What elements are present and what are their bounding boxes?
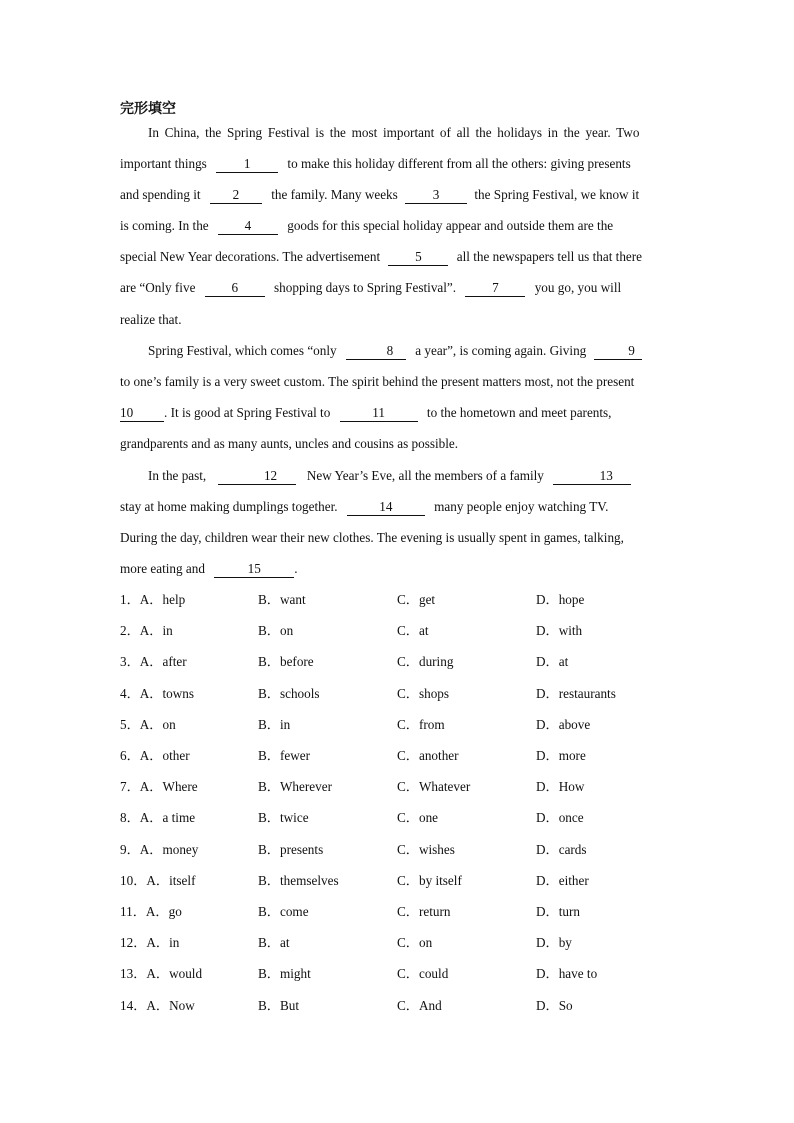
option-a: 5．A．on	[120, 716, 176, 732]
text: all the newspapers tell us that there	[456, 249, 643, 264]
option-row	[120, 995, 680, 1017]
option-d: D．more	[536, 748, 586, 763]
option-row	[120, 870, 680, 892]
option-row	[120, 901, 680, 923]
section-heading: 完形填空	[120, 101, 176, 117]
option-d: D．with	[536, 623, 583, 639]
option-c: C．wishes	[397, 841, 455, 857]
option-d: D．cards	[536, 841, 587, 857]
option-c: C．Whatever	[397, 779, 471, 795]
blank-7: 7	[465, 280, 525, 297]
text: the family. Many weeks	[271, 187, 398, 202]
blank-11: 11	[340, 405, 418, 422]
text: to the hometown and meet parents,	[426, 405, 612, 420]
blank-9: 9	[594, 343, 642, 360]
text: shopping days to Spring Festival”.	[274, 280, 457, 295]
blank-3: 3	[405, 187, 467, 204]
option-a: 14．A．Now	[120, 997, 195, 1013]
option-b: B．want	[258, 592, 306, 607]
option-d: D．by	[536, 935, 572, 951]
option-b: B．fewer	[258, 748, 310, 763]
option-b: B．in	[258, 716, 291, 732]
paragraph-line	[120, 153, 676, 175]
paragraph-line	[120, 496, 676, 518]
paragraph-line	[120, 246, 676, 268]
blank-8: 8	[346, 343, 406, 360]
option-row	[120, 589, 680, 611]
text: grandparents and as many aunts, uncles and cousins as possible.	[120, 436, 459, 451]
text: During the day, children wear their new clothes. The evening is usually spent in games, talking,	[120, 530, 624, 545]
option-c: C．during	[397, 654, 454, 670]
text: special New Year decorations. The advertisement	[120, 249, 381, 264]
option-a: 13．A．would	[120, 966, 203, 982]
blank-2: 2	[210, 187, 262, 204]
paragraph-line	[120, 433, 676, 455]
option-a: 6．A．other	[120, 748, 190, 763]
text: many people enjoy watching TV.	[434, 499, 609, 514]
option-a: 9．A．money	[120, 841, 199, 857]
option-b: B．twice	[258, 810, 309, 826]
option-d: D．once	[536, 810, 584, 826]
text: In China, the Spring Festival is the most important of all the holidays in the year. Two	[148, 125, 640, 140]
option-a: 3．A．after	[120, 654, 187, 670]
option-b: B．Wherever	[258, 779, 332, 795]
paragraph-line	[120, 215, 676, 237]
option-d: D．either	[536, 872, 589, 888]
option-row	[120, 932, 680, 954]
text: . It is good at Spring Festival to	[164, 405, 331, 420]
option-c: C．at	[397, 623, 429, 639]
option-row	[120, 776, 680, 798]
option-c: C．by itself	[397, 872, 462, 888]
option-c: C．one	[397, 810, 439, 826]
blank-14: 14	[347, 499, 425, 516]
text: realize that.	[120, 312, 182, 327]
option-b: B．But	[258, 997, 300, 1013]
text: and spending it	[120, 187, 201, 202]
blank-5: 5	[388, 249, 448, 266]
option-d: D．So	[536, 997, 573, 1013]
text: the Spring Festival, we know it	[474, 187, 640, 202]
paragraph-line	[120, 184, 676, 206]
option-row	[120, 963, 680, 985]
text: In the past,	[148, 468, 207, 483]
text: you go, you will	[534, 280, 622, 295]
paragraph-line	[120, 277, 676, 299]
blank-12: 12	[218, 468, 296, 485]
blank-13: 13	[553, 468, 631, 485]
option-row	[120, 839, 680, 861]
paragraph-line	[120, 402, 676, 424]
option-a: 4．A．towns	[120, 685, 194, 701]
option-a: 8．A．a time	[120, 810, 196, 826]
paragraph-line	[120, 558, 676, 580]
option-b: B．presents	[258, 841, 324, 857]
option-b: B．at	[258, 935, 290, 951]
text: Spring Festival, which comes “only	[148, 343, 337, 358]
option-c: C．return	[397, 904, 451, 919]
option-a: 2．A．in	[120, 623, 173, 639]
option-d: D．above	[536, 716, 591, 732]
text: a year”, is coming again. Giving	[415, 343, 587, 358]
option-b: B．might	[258, 966, 311, 982]
text: is coming. In the	[120, 218, 209, 233]
option-b: B．themselves	[258, 872, 339, 888]
blank-6: 6	[205, 280, 265, 297]
blank-4: 4	[218, 218, 278, 235]
text: important things	[120, 156, 207, 171]
blank-10: 10	[120, 405, 164, 422]
option-b: B．before	[258, 654, 314, 670]
text: stay at home making dumplings together.	[120, 499, 338, 514]
option-b: B．on	[258, 623, 294, 639]
option-d: D．turn	[536, 904, 580, 919]
text: .	[294, 561, 298, 576]
option-row	[120, 714, 680, 736]
text: New Year’s Eve, all the members of a family	[306, 468, 544, 483]
paragraph-line	[120, 465, 676, 487]
option-c: C．could	[397, 966, 449, 982]
option-c: C．get	[397, 592, 436, 607]
paragraph-line	[120, 371, 676, 393]
option-row	[120, 651, 680, 673]
option-row	[120, 620, 680, 642]
option-a: 11．A．go	[120, 904, 182, 919]
paragraph-line	[120, 340, 676, 362]
text: to make this holiday different from all the others: giving presents	[287, 156, 631, 171]
option-c: C．shops	[397, 685, 450, 701]
option-a: 1．A．help	[120, 592, 186, 607]
option-c: C．And	[397, 997, 442, 1013]
option-c: C．on	[397, 935, 433, 951]
text: to one’s family is a very sweet custom. The spirit behind the present matters most, not the present	[120, 374, 635, 389]
option-c: C．from	[397, 716, 445, 732]
option-d: D．restaurants	[536, 685, 616, 701]
blank-1: 1	[216, 156, 278, 173]
text: are “Only five	[120, 280, 196, 295]
paragraph-line	[120, 309, 676, 331]
option-c: C．another	[397, 748, 459, 763]
option-b: B．schools	[258, 685, 320, 701]
option-row	[120, 745, 680, 767]
option-d: D．at	[536, 654, 569, 670]
option-a: 10．A．itself	[120, 872, 196, 888]
option-d: D．have to	[536, 966, 598, 982]
text: goods for this special holiday appear and outside them are the	[287, 218, 614, 233]
option-row	[120, 683, 680, 705]
option-d: D．How	[536, 779, 585, 795]
paragraph-line	[120, 527, 676, 549]
option-row	[120, 807, 680, 829]
option-b: B．come	[258, 904, 309, 919]
text: more eating and	[120, 561, 205, 576]
blank-15: 15	[214, 561, 294, 578]
paragraph-line	[120, 122, 676, 144]
option-d: D．hope	[536, 592, 585, 607]
option-a: 7．A．Where	[120, 779, 198, 795]
option-a: 12．A．in	[120, 935, 180, 951]
